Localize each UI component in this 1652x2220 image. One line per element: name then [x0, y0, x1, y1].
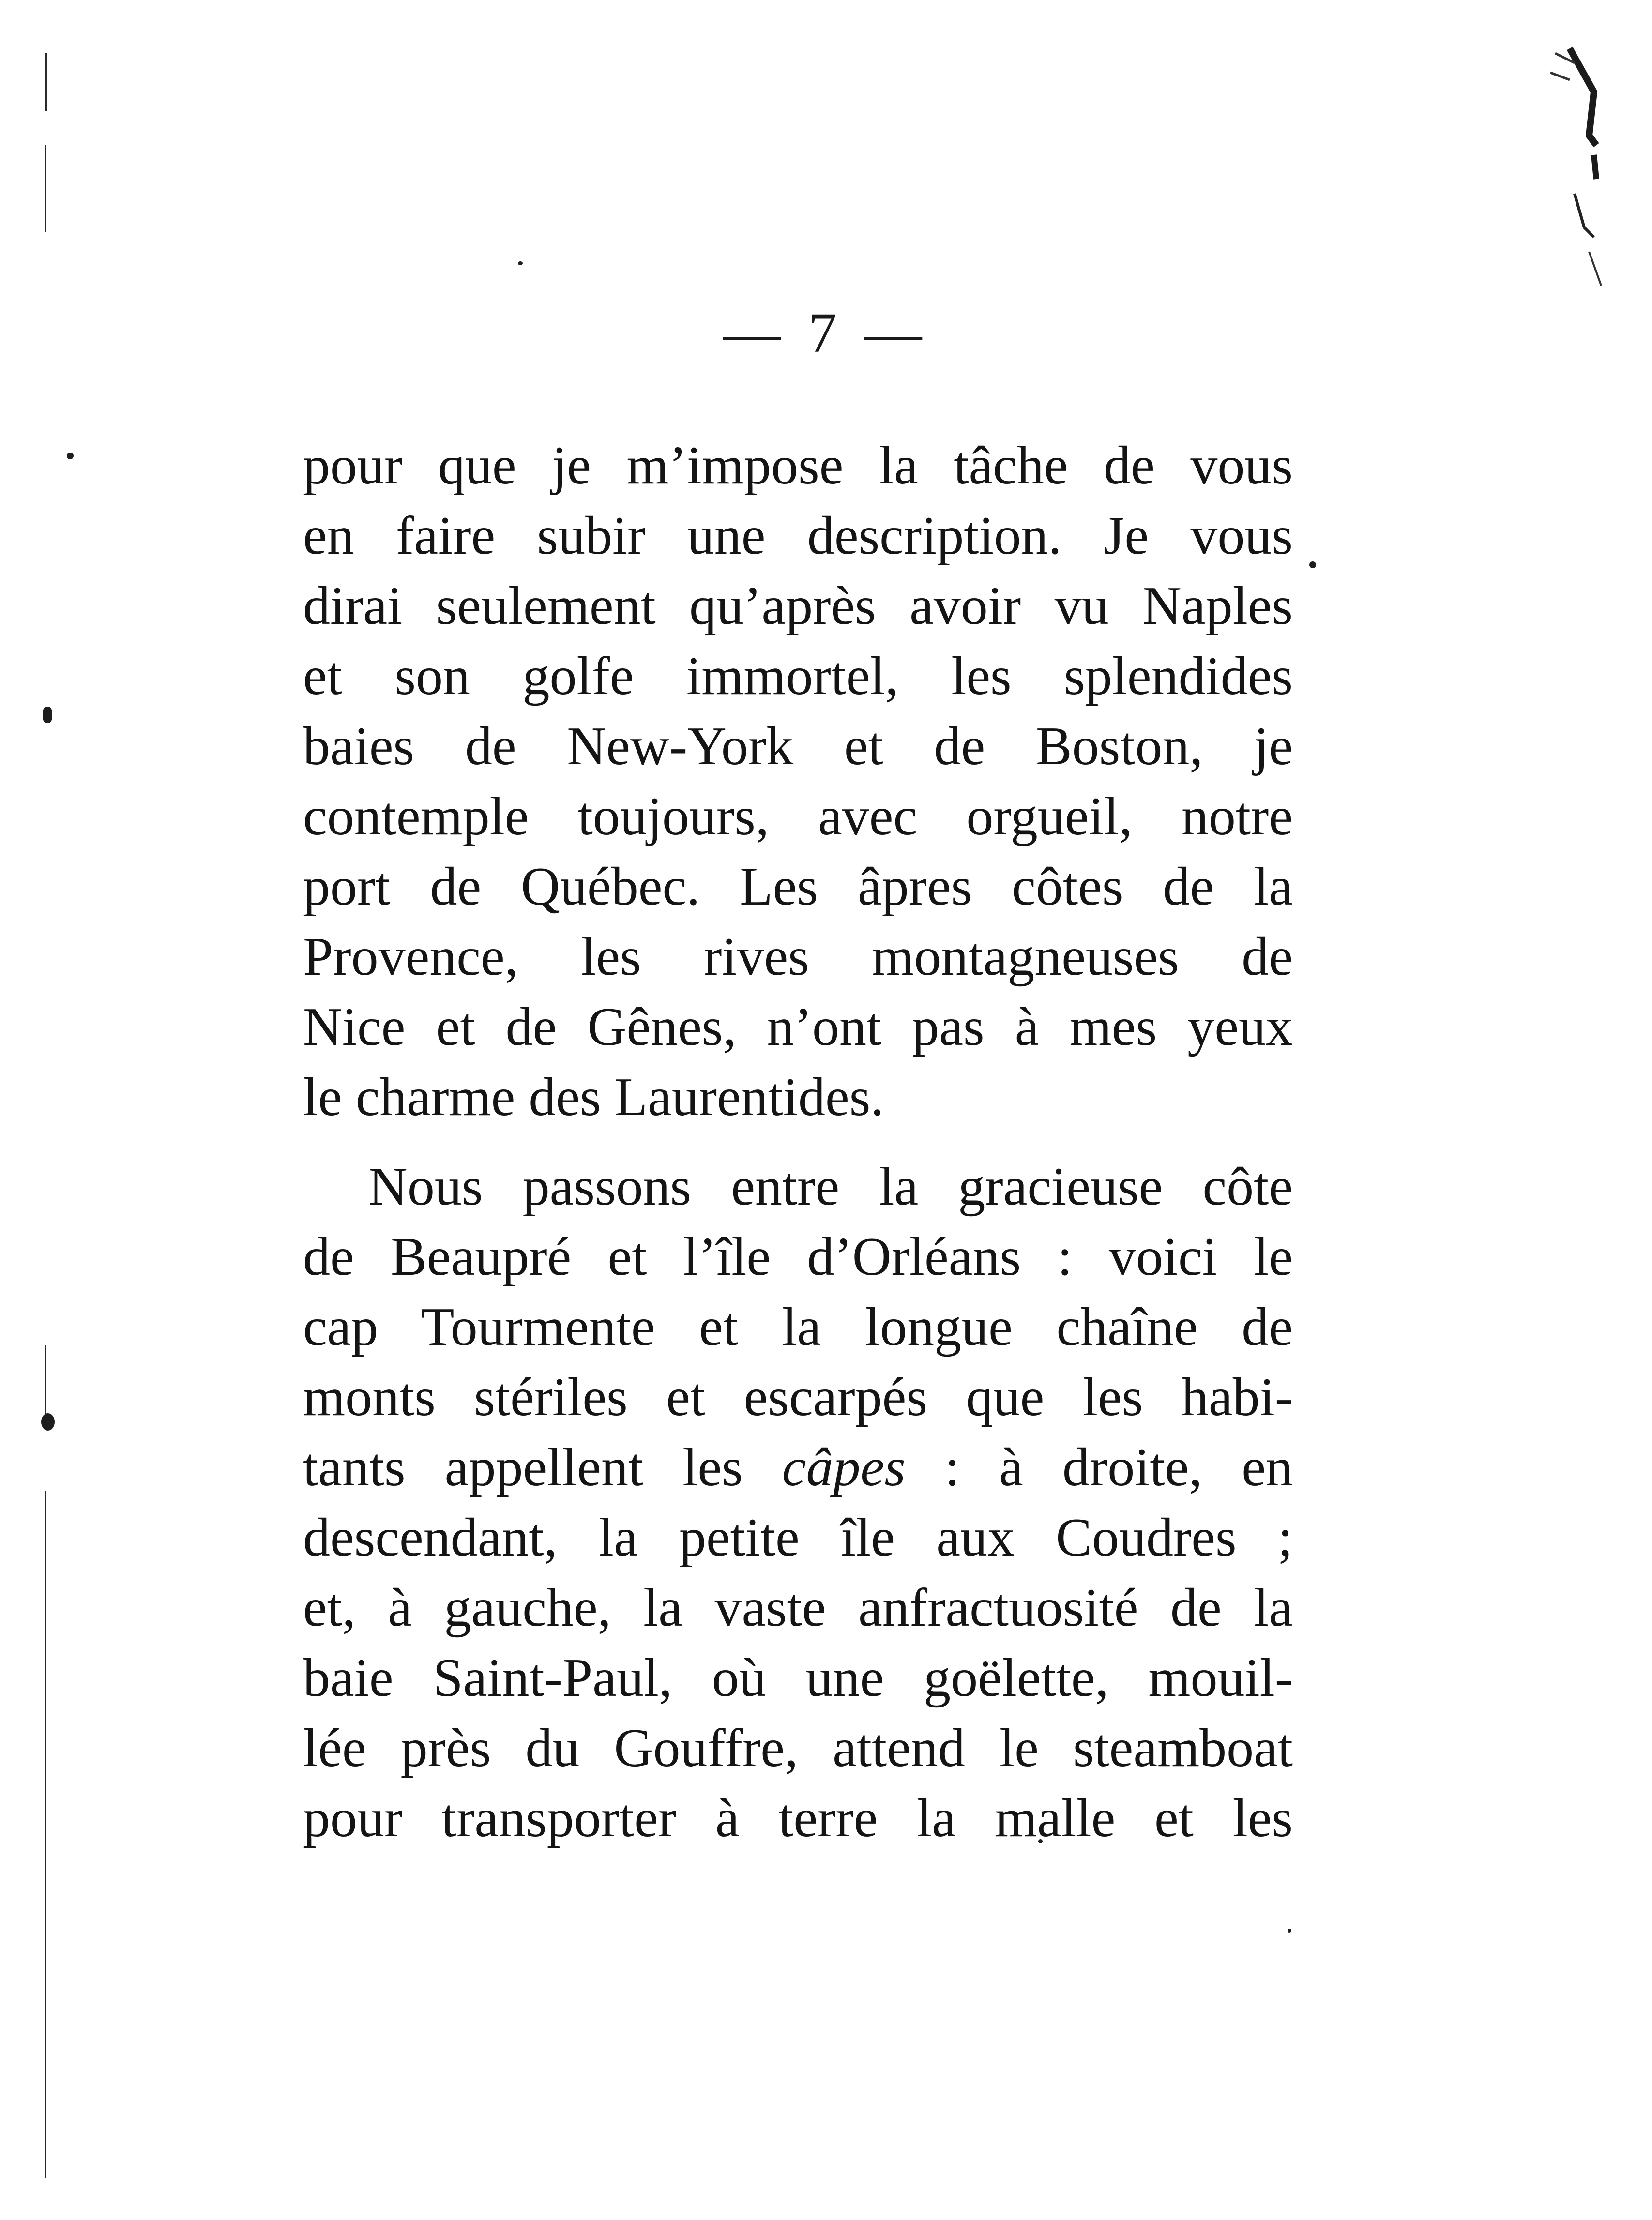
binding-edge-line	[45, 1491, 46, 2178]
ink-speck	[1309, 561, 1316, 568]
ink-speck	[41, 1413, 55, 1431]
text-line: port de Québec. Les âpres côtes de la	[303, 857, 1293, 917]
text-line: baies de New-York et de Boston, je	[303, 716, 1293, 776]
text-line-with-italic	[303, 1433, 1293, 1503]
text-segment: : à droite, en	[944, 1437, 1293, 1497]
text-line: contemple toujours, avec orgueil, notre	[303, 786, 1293, 846]
ink-speck	[1288, 1929, 1291, 1933]
binding-edge-line	[45, 53, 47, 111]
binding-edge-line	[45, 1345, 46, 1423]
text-line: Provence, les rives montagneuses de	[303, 927, 1293, 987]
paragraph-gap	[303, 1133, 1293, 1152]
ink-speck	[518, 261, 523, 265]
italic-word: câpes	[782, 1437, 906, 1497]
text-line: en faire subir une description. Je vous	[303, 506, 1293, 566]
text-line: le charme des Laurentides.	[303, 1067, 884, 1127]
body-text	[303, 431, 1293, 1854]
text-line: dirai seulement qu’après avoir vu Naples	[303, 576, 1293, 636]
text-line: de Beaupré et l’île d’Orléans : voici le	[303, 1227, 1293, 1287]
ink-speck	[67, 453, 74, 459]
text-line: monts stériles et escarpés que les habi-	[303, 1367, 1293, 1427]
text-segment: tants appellent les	[303, 1437, 743, 1497]
text-line: lée près du Gouffre, attend le steamboat	[303, 1718, 1293, 1778]
ink-speck	[43, 707, 52, 723]
text-line: baie Saint-Paul, où une goëlette, mouil-	[303, 1648, 1293, 1708]
text-line: descendant, la petite île aux Coudres ;	[303, 1508, 1293, 1568]
text-line: pour que je m’impose la tâche de vous	[303, 436, 1293, 496]
binding-edge-line	[45, 145, 46, 232]
text-line: et, à gauche, la vaste anfractuosité de la	[303, 1578, 1293, 1638]
corner-scratch-marks	[1497, 34, 1623, 305]
text-line: Nous passons entre la gracieuse côte	[368, 1157, 1293, 1217]
text-line: et son golfe immortel, les splendides	[303, 646, 1293, 706]
text-line: pour transporter à terre la malle et les	[303, 1788, 1293, 1848]
text-line: Nice et de Gênes, n’ont pas à mes yeux	[303, 997, 1293, 1057]
text-line: cap Tourmente et la longue chaîne de	[303, 1297, 1293, 1357]
page-number: — 7 —	[723, 301, 929, 364]
